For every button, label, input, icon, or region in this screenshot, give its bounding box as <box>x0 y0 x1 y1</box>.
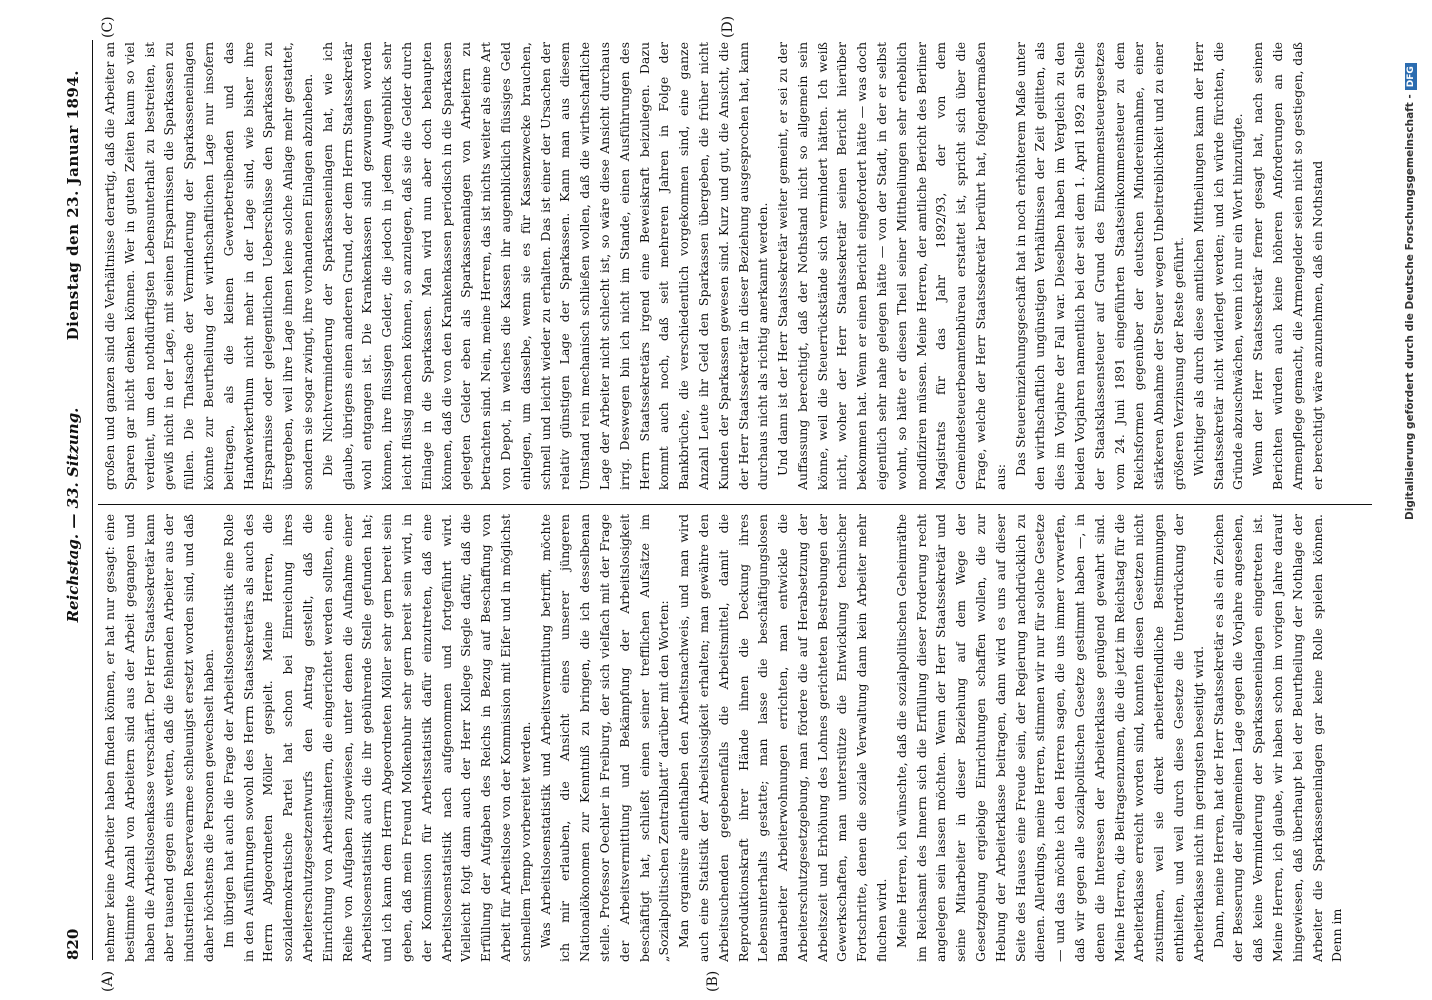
paragraph: Meine Herren, ich wünschte, daß die sozialpolitischen Geheimräthe im Reichsamt des Innern sich die Erfüllung dieser Forderung recht angelegen sein lassen möchten. Wenn der Herr Staatssekretär und seine Mitarbeiter in dieser Beziehung auf dem Wege der Gesetzgebung ergiebige Einrichtungen schaffen wollen, die zur Hebung der Arbeiterklasse beitragen, dann wird es uns auf dieser Seite des Hauses eine Freude sein, der Regierung nachdrücklich zu dienen. Allerdings, meine Herren, stimmen wir nur für solche Gesetze — und das möchte ich den Herren sagen, die uns immer vorwerfen, daß wir gegen alle sozialpolitischen Gesetze gestimmt haben —, in denen die Interessen der Arbeiterklasse genügend gewahrt sind. Meine Herren, die Beitragsenzumen, die die jetzt im Reichstag für die Arbeiterklasse erreicht worden sind, konnten diesen Gesetzen nicht zustimmen, weil sie direkt arbeiterfeindliche Bestimmungen enthielten, und weil durch diese Gesetze die Unterdrückung der Arbeiterklasse nicht im geringsten beseitigt wird. <box>893 514 1206 962</box>
paragraph: Die Nichtverminderung der Sparkasseneinlagen hat, wie ich glaube, übrigens einen anderen Grund, der dem Herrn Staatssekretär wohl entgangen ist. Die Krankenkassen sind gezwungen worden können, ihre flüssigen Gelder, die jedoch in jedem Augenblick sehr leicht flüssig machen können, so anzulegen, daß sie die Gelder durch Einlage in die Sparkassen. Man wird nun aber doch behaupten können, daß die von den Krankenkassen periodisch in die Sparkassen gelegten Gelder eben als Sparkassenanlagen von Arbeitern zu betrachten sind. Nein, meine Herren, das ist nichts weiter als eine Art von Depot, in welches die Kassen ihr augenblicklich flüssiges Geld einlegen, um dasselbe, wenn sie es für Kassenzwecke brauchen, schnell und leicht wieder zu erhalten. Das ist einer der Ursachen der relativ günstigen Lage der Sparkassen. Kann man aus diesem Umstand rein mechanisch schließen wollen, daß die wirthschaftliche Lage der Arbeiter nicht schlecht ist, so wäre diese Ansicht durchaus irrig. Deswegen bin ich nicht im Stande, einen Ausführungen des Herrn Staatssekretärs irgend eine Beweiskraft beizulegen. Dazu kommt auch noch, daß seit mehreren Jahren in Folge der Bankbrüche, die verschiedentlich vorgekommen sind, eine ganze Anzahl Leute ihr Geld den Sparkassen übergeben, die früher nicht Kunden der Sparkassen gewesen sind. Kurz und gut, die Ansicht, die der Herr Staatssekretär in dieser Beziehung ausgesprochen hat, kann durchaus nicht als richtig anerkannt werden. <box>319 42 771 490</box>
paragraph: Wenn der Herr Staatssekretär ferner gesagt hat, nach seinen Berichten würden auch keine höheren Anforderungen an die Armenpflege gemacht, die Armengelder seien nicht so gestiegen, daß er berechtigt wäre anzunehmen, daß ein Nothstand <box>1250 42 1325 490</box>
paragraph: nehmer keine Arbeiter haben finden können, er hat nur gesagt: eine bestimmte Anzahl von Arbeitern sind aus der Arbeit gegangen und haben die Arbeitslosenkasse verschärft. Der Herr Staatssekretär kann aber tausend gegen eins wetten, daß die fehlenden Arbeiter aus der industriellen Reservearmee schleunigst ersetzt worden sind, und daß daher höchstens die Personen gewechselt haben. <box>102 514 216 962</box>
paragraph: Im übrigen hat auch die Frage der Arbeitslosenstatistik eine Rolle in den Ausführungen sowohl des Herrn Staatssekretärs als auch des Herrn Abgeordneten Möller gespielt. Meine Herren, die sozialdemokratische Partei hat schon bei Einreichung ihres Arbeiterschutzgesetzentwurfs den Antrag gestellt, daß die Einrichtung von Arbeitsämtern, die eingerichtet werden sollten, eine Reihe von Aufgaben zugewiesen, unter denen die Aufnahme einer Arbeitslosenstatistik auch die ihr gebührende Stelle gefunden hat; und ich kann dem Herrn Abgeordneten Möller sehr gern bereit sein geben, daß mein Freund Molkenbuhr sehr gern bereit sein wird, in der Kommission für Arbeitsstatistik dafür einzutreten, daß eine Arbeitslosenstatistik nach aufgenommen und fortgeführt wird. Vielleicht folgt dann auch der Herr Kollege Siegle dafür, daß die Erfüllung der Aufgaben des Reichs in Bezug auf Beschaffung von Arbeit für Arbeitslose von der Kommission mit Eifer und in möglichst schnellem Tempo vorbereitet werden. <box>220 514 533 962</box>
paragraph: Wichtiger als durch diese amtlichen Mittheilungen kann der Herr Staatssekretär nicht widerlegt werden; und ich würde fürchten, die Gründe abzuschwächen, wenn ich nur ein Wort hinzufügte. <box>1190 42 1246 490</box>
left-column <box>100 514 1370 962</box>
paragraph: großen und ganzen sind die Verhältnisse derartig, daß die Arbeiter an Sparen gar nicht denken können. Wer in guten Zeiten kaum so viel verdient, um den nothdürftigsten Lebensunterhalt zu bestreiten, ist gewiß nicht in der Lage, mit seinen Ersparnissen die Sparkassen zu füllen. Die Thatsache der Verminderung der Sparkasseneinlagen könnte zur Beurtheilung der wirthschaftlichen Lage nur insofern beitragen, als die kleinen Gewerbetreibenden und das Handwerkerthum nicht mehr in der Lage sind, wie bisher ihre Ersparnisse oder gelegentlichen Ueberschüsse den Sparkassen zu übergeben, weil ihre Lage ihnen keine solche Anlage mehr gestattet, sondern sie sogar zwingt, ihre vorhandenen Einlagen abzuheben. <box>102 42 315 490</box>
paragraph: Dann, meine Herren, hat der Herr Staatssekretär es als ein Zeichen der Besserung der allgemeinen Lage gegen die Vorjahre angesehen, daß keine Verminderung der Sparkasseneinlagen eingetreten ist. Meine Herren, ich glaube, wir haben schon im vorigen Jahre darauf hingewiesen, daß überhaupt bei der Beurtheilung der Nothlage der Arbeiter die Sparkasseneinlagen gar keine Rolle spielen können. Denn im <box>1210 514 1345 962</box>
page-header <box>64 70 90 960</box>
margin-marker-b: (B) <box>705 970 721 992</box>
digitization-credit <box>1404 10 1426 520</box>
page-number: 820 <box>64 928 82 960</box>
margin-marker-d: (D) <box>720 15 736 38</box>
header-title: Reichstag. — 33. Sitzung. <box>64 407 82 623</box>
margin-marker-a: (A) <box>100 970 116 992</box>
right-column <box>100 42 1370 490</box>
digitization-credit-text: Digitalisierung gefördert durch die Deutsche Forschungsgemeinschaft - <box>1404 94 1416 520</box>
margin-marker-c: (C) <box>100 16 116 38</box>
paragraph: Man organisire allenthalben den Arbeitsnachweis, und man wird auch eine Statistik der Arbeitslosigkeit erhalten; man gewähre den Arbeitsuchenden gegebenenfalls die Arbeitsmittel, damit die Reproduktionskraft ihrer Hände ihnen die Deckung ihres Lebensunterhalts gestatte; man lasse die beschäftigungslosen Bauarbeiter Arbeiterwohnungen errichten, man entwickle die Arbeiterschutzgesetzgebung, man fördere die auf Herabsetzung der Arbeitszeit und Erhöhung des Lohnes gerichteten Bestrebungen der Gewerkschaften, man unterstütze die Entwicklung technischer Fortschritte, denen die soziale Verwaltung dann kein Arbeiter mehr fluchen wird. <box>676 514 890 962</box>
paragraph: Was Arbeitslosenstatistik und Arbeitsvermittlung betrifft, möchte ich mir erlauben, die Ansicht eines unserer jüngeren Nationalökonomen zur Kenntniß zu bringen, die ich desselbenan stelle. Professor Oechler in Freiburg, der sich vielfach mit der Frage der Arbeitsvermittlung und Bekämpfung der Arbeitslosigkeit beschäftigt hat, schließt einen seiner trefflichen Aufsätze im „Sozialpolitischen Zentralblatt“ darüber mit den Worten: <box>537 514 672 962</box>
dfg-logo: DFG <box>1405 63 1417 90</box>
paragraph: Und dann ist der Herr Staatssekretär weiter gemeint, er sei zu der Auffassung berechtigt, daß der Nothstand nicht so allgemein sein könne, weil die Steuerrückstände sich vermindert hätten. Ich weiß nicht, woher der Herr Staatssekretär seinen Bericht hierüber bekommen hat. Wenn er einen Bericht eingefordert hätte — was doch eigentlich sehr nahe gelegen hätte — von der Stadt, in der er selbst wohnt, so hätte er diesen Theil seiner Mittheilungen sehr erheblich modifiziren müssen. Meine Herren, der amtliche Bericht des Berliner Magistrats für das Jahr 1892/93, der von dem Gemeindesteuerbeamtenbüreau erstattet ist, spricht sich über die Frage, welche der Herr Staatssekretär berührt hat, folgendermaßen aus: <box>775 42 1008 490</box>
header-date: Dienstag den 23. Januar 1894. <box>64 70 82 341</box>
paragraph: Das Steuereinziehungsgeschäft hat in noch erhöhterem Maße unter den wirthschaftlich ungünstigen Verhältnissen der Zeit gelitten, als dies im Vorjahre der Fall war. Dieselben haben im Vergleich zu den beiden Vorjahren namentlich bei der seit dem 1. April 1892 an Stelle der Staatsklassensteuer auf Grund des Einkommensteuergesetzes vom 24. Juni 1891 eingeführten Staatseinkommensteuer zu dem Reichsformen gegenüber der deutschen Mindereinnahme, einer stärkeren Abnahme der Steuer wegen Unbeitreiblichkeit und zu einer größeren Verzinsung der Reste geführt. <box>1012 42 1187 490</box>
column-divider <box>98 504 1372 505</box>
header-rule <box>92 40 93 960</box>
